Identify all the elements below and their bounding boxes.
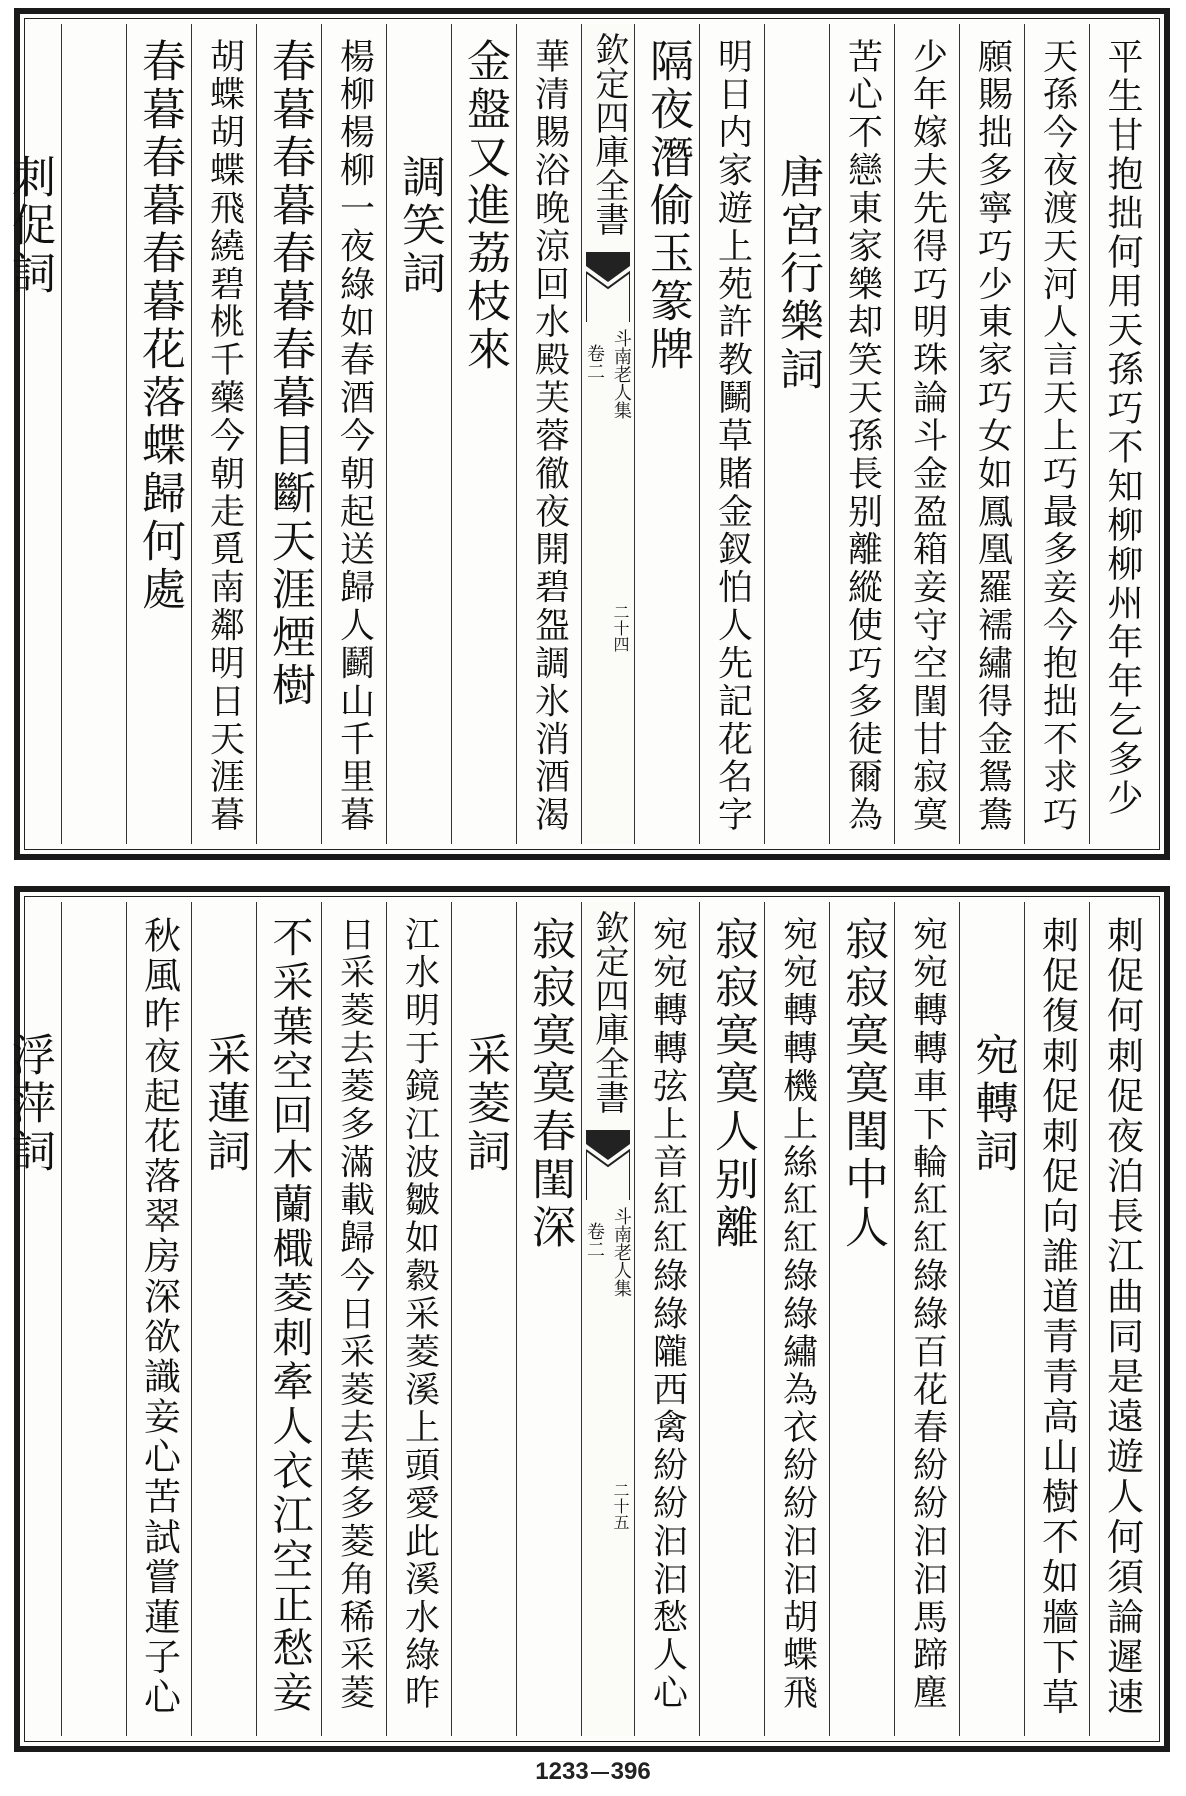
- verse-line: 寂寂寞寞閨中人: [837, 916, 888, 1252]
- text-column: [959, 24, 1024, 844]
- text-column: [321, 24, 386, 844]
- text-column: [451, 24, 516, 844]
- footer-page-number: 396: [610, 1758, 651, 1785]
- spine-page-number: 二十四: [611, 604, 630, 652]
- page-number-footer: [0, 1758, 1186, 1786]
- text-column: [61, 902, 126, 1736]
- text-column: [829, 902, 894, 1736]
- poem-title-column: [0, 902, 61, 1736]
- text-column: [516, 24, 581, 844]
- verse-line: 刺促復刺促刺促向誰道青青高山樹不如牆下草: [1035, 916, 1079, 1718]
- verse-line: 楊柳楊柳一夜綠如春酒今朝起送歸人鬬山千里暮: [334, 38, 375, 835]
- text-column: [386, 902, 451, 1736]
- text-column: [1089, 902, 1154, 1736]
- verse-line: 天孫今夜渡天河人言天上巧最多妾今抱拙不求巧: [1037, 38, 1078, 835]
- verse-line: 宛宛轉轉車下輪紅紅綠綠百花春紛紛汩汩馬蹄塵: [907, 916, 948, 1713]
- poem-title-column: [959, 902, 1024, 1736]
- text-column: [634, 902, 699, 1736]
- poem-title: 采蓮詞: [199, 1032, 250, 1176]
- verse-line: 少年嫁夫先得巧明珠論斗金盈箱妾守空閨甘寂寞: [907, 38, 948, 835]
- spine-collection-title: 欽定四庫全書: [588, 910, 629, 1114]
- poem-title-column: [764, 24, 829, 844]
- text-column: [699, 24, 764, 844]
- page-center-spine: [581, 902, 634, 1736]
- text-column: [61, 24, 126, 844]
- bottom-page: [4, 886, 1170, 1752]
- top-columns: [4, 24, 1154, 844]
- verse-line: 刺促何刺促夜泊長江曲同是遠遊人何須論遲速: [1100, 916, 1144, 1718]
- verse-line: 隔夜潛偷玉篆牌: [642, 38, 693, 374]
- poem-title: 宛轉詞: [967, 1032, 1018, 1176]
- text-column: [126, 24, 191, 844]
- verse-line: 明日内家遊上苑許教鬭草賭金釵怕人先記花名字: [712, 38, 753, 835]
- verse-line: 日采菱去菱多滿載歸今日采菱去葉多菱角稀采菱: [334, 916, 375, 1713]
- verse-line: 平生甘抱拙何用天孫巧不知柳柳州年年乞多少: [1102, 38, 1143, 818]
- verse-line: 寂寂寞寞人别離: [707, 916, 758, 1252]
- text-column: [321, 902, 386, 1736]
- verse-line: 金盤又進荔枝來: [459, 38, 510, 374]
- spine-volume-label: 卷二: [584, 1222, 605, 1258]
- poem-title: 調笑詞: [394, 154, 445, 298]
- verse-line: 寂寂寞寞春閨深: [524, 916, 575, 1252]
- verse-line: 宛宛轉轉弦上音紅紅綠綠隴西禽紛紛汩汩愁人心: [647, 916, 688, 1713]
- poem-title-column: [451, 902, 516, 1736]
- poem-title-column: [386, 24, 451, 844]
- bottom-columns: [4, 902, 1154, 1736]
- text-column: [126, 902, 191, 1736]
- verse-line: 胡蝶胡蝶飛繞碧桃千藥今朝走覓南鄰明日天涯暮: [204, 38, 245, 835]
- text-column: [1024, 24, 1089, 844]
- poem-title: 浮萍詞: [4, 1032, 55, 1176]
- spine-volume-label: 卷二: [584, 344, 605, 380]
- text-column: [1024, 902, 1089, 1736]
- text-column: [699, 902, 764, 1736]
- verse-line: 秋風昨夜起花落翠房深欲識妾心苦試嘗蓮子心: [137, 916, 181, 1718]
- spine-book-title: 斗南老人集: [611, 329, 632, 419]
- text-column: [894, 24, 959, 844]
- verse-line: 春暮春暮春暮春暮目斷天涯煙樹: [264, 38, 315, 710]
- verse-line: 宛宛轉轉機上絲紅紅綠綠繡為衣紛紛汩汩胡蝶飛: [777, 916, 818, 1713]
- fish-tail-mark-icon: [586, 1130, 630, 1200]
- text-column: [829, 24, 894, 844]
- verse-line: 春暮春暮春暮花落蝶歸何處: [134, 38, 185, 614]
- poem-title: 刺促詞: [4, 154, 55, 298]
- poem-title-column: [0, 24, 61, 844]
- text-column: [634, 24, 699, 844]
- poem-title-column: [191, 902, 256, 1736]
- page-center-spine: [581, 24, 634, 844]
- text-column: [516, 902, 581, 1736]
- verse-line: 苦心不戀東家樂却笑天孫長别離縱使巧多徒爾為: [842, 38, 883, 835]
- spine-page-number: 二十五: [611, 1482, 630, 1530]
- verse-line: 願賜拙多寧巧少東家巧女如鳳凰羅襦繡得金鴛鴦: [972, 38, 1013, 835]
- text-column: [894, 902, 959, 1736]
- spine-collection-title: 欽定四庫全書: [588, 32, 629, 236]
- verse-line: 華清賜浴晚涼回水殿芙蓉徹夜開碧盌調氷消酒渴: [529, 38, 570, 835]
- text-column: [256, 902, 321, 1736]
- poem-title: 唐宮行樂詞: [772, 154, 823, 394]
- fish-tail-mark-icon: [586, 252, 630, 322]
- verse-line: 不采葉空回木蘭檝菱刺牽人衣江空正愁妾: [265, 916, 314, 1716]
- text-column: [1089, 24, 1154, 844]
- poem-title: 采菱詞: [459, 1032, 510, 1176]
- top-page: [4, 8, 1170, 860]
- text-column: [191, 24, 256, 844]
- footer-volume-number: 1233: [535, 1758, 589, 1785]
- verse-line: 江水明于鏡江波皺如縠采菱溪上頭愛此溪水綠昨: [399, 916, 440, 1713]
- spine-book-title: 斗南老人集: [611, 1207, 632, 1297]
- text-column: [256, 24, 321, 844]
- text-column: [764, 902, 829, 1736]
- footer-dash: [591, 1772, 609, 1774]
